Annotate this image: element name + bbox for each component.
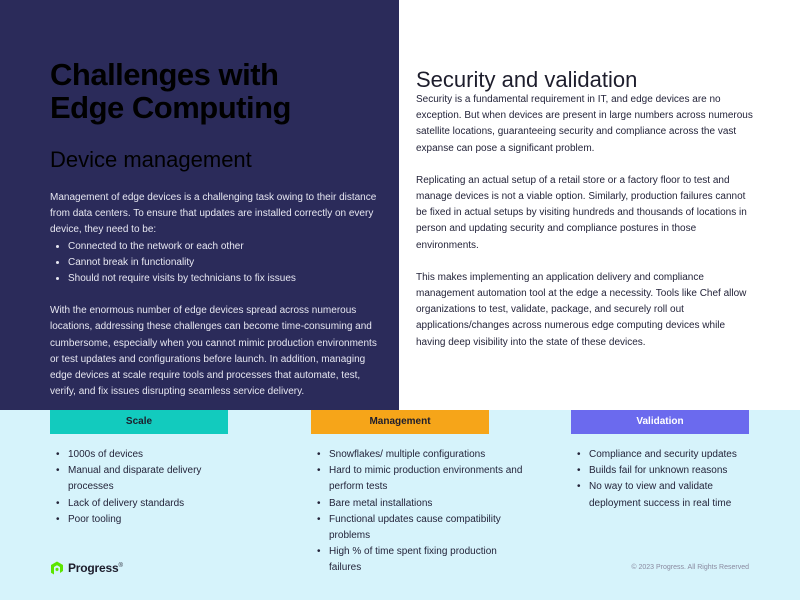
progress-logo-text	[68, 561, 123, 575]
device-management-body	[50, 190, 385, 400]
security-validation-heading: Security and validation	[416, 67, 638, 92]
security-paragraph: Security is a fundamental requirement in IT, and edge devices are no exception. But when devices are present in large numbers across numerous satellite locations, guaranteeing security and compliance across the vast expanse can pose a significant problem.	[416, 94, 753, 154]
list-item: • Should not require visits by technicians to fix issues	[68, 271, 385, 287]
list-item: • Builds fail for unknown reasons	[571, 463, 751, 479]
security-paragraph: This makes implementing an application delivery and compliance management automation tool at the edge a necessity. Tools like Chef allow organizations to test, validate, package, and securely roll out applications/changes across numerous edge computing devices while having deep visibility into the state of these devices.	[416, 271, 747, 348]
progress-logo-wordmark: Progress	[68, 561, 119, 575]
validation-list	[571, 447, 751, 512]
list-item: • High % of time spent fixing production failures	[311, 544, 526, 576]
page-title-line-2: Edge Computing	[50, 90, 291, 125]
list-item: • Manual and disparate delivery processes	[50, 463, 230, 495]
list-item: • Lack of delivery standards	[50, 496, 230, 512]
security-paragraph: Replicating an actual setup of a retail store or a factory floor to test and manage devices is not a viable option. Similarly, production failures cannot be fixed in actual setups by visiting hundreds and thousands of locations in person and updating security and compliance postures in those environments.	[416, 174, 747, 251]
list-item: • Compliance and security updates	[571, 447, 751, 463]
list-item: • Hard to mimic production environments and perform tests	[311, 463, 526, 495]
device-management-intro: Management of edge devices is a challenging task owing to their distance from data centers. To ensure that updates are installed correctly on every device, they need to be:	[50, 192, 377, 236]
list-item: • Bare metal installations	[311, 496, 526, 512]
copyright-notice: © 2023 Progress. All Rights Reserved	[631, 564, 749, 571]
list-item: • Functional updates cause compatibility problems	[311, 512, 526, 544]
progress-logo-icon	[50, 561, 64, 575]
progress-logo	[50, 561, 123, 575]
device-requirements-list	[68, 239, 385, 288]
device-management-heading: Device management	[50, 147, 252, 172]
list-item: • 1000s of devices	[50, 447, 230, 463]
list-item: • Poor tooling	[50, 512, 230, 528]
scale-list	[50, 447, 230, 528]
list-item: • Cannot break in functionality	[68, 255, 385, 271]
list-item: • Snowflakes/ multiple configurations	[311, 447, 526, 463]
page-title-line-1: Challenges with	[50, 57, 279, 92]
device-management-closing: With the enormous number of edge devices spread across numerous locations, addressing these challenges can become time-consuming and cumbersome, especially when you cannot mimic production environments or test updates and configurations before launch. In addition, managing edge devices at scale require tools and processes that automate, test, verify, and fix issues disrupting seamless service delivery.	[50, 305, 377, 398]
list-item: • Connected to the network or each other	[68, 239, 385, 255]
management-list	[311, 447, 526, 577]
page-title	[50, 58, 291, 124]
list-item: • No way to view and validate deployment success in real time	[571, 479, 751, 511]
registered-mark: ®	[118, 563, 123, 569]
validation-column-header: Validation	[571, 410, 749, 434]
security-validation-body	[416, 92, 756, 351]
scale-column-header: Scale	[50, 410, 228, 434]
management-column-header: Management	[311, 410, 489, 434]
